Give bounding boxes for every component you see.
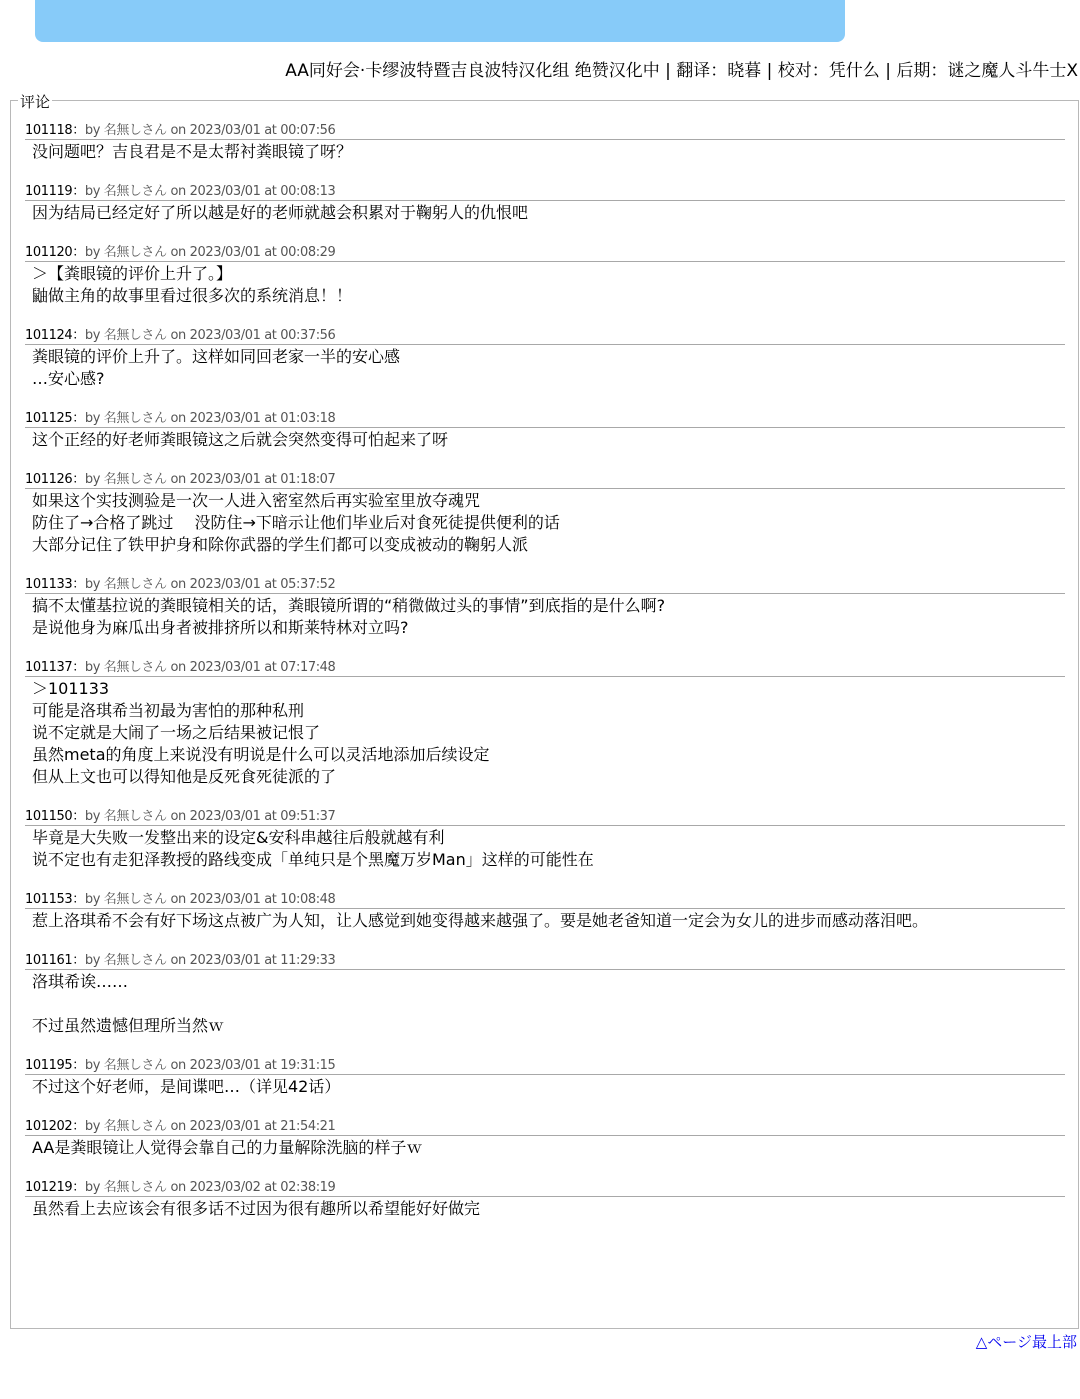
comment-id-separator: ： bbox=[72, 184, 85, 199]
comment-id: 101124 bbox=[25, 328, 73, 343]
comment-byline: by 名無しさん on 2023/03/01 at 05:37:52 bbox=[84, 577, 336, 592]
comment-byline: by 名無しさん on 2023/03/01 at 11:29:33 bbox=[84, 953, 336, 968]
comment-body bbox=[25, 1197, 1065, 1220]
comment-id: 101219 bbox=[25, 1180, 73, 1195]
comment-text-line: 说不定也有走犯泽教授的路线变成「单纯只是个黑魔万岁Man」这样的可能性在 bbox=[32, 850, 594, 869]
comment-byline: by 名無しさん on 2023/03/01 at 00:37:56 bbox=[84, 328, 336, 343]
comment-body bbox=[25, 345, 1065, 390]
comments-legend: 评论 bbox=[20, 93, 51, 111]
comment-text-line: 不过这个好老师，是间谍吧…（详见42话） bbox=[32, 1077, 341, 1096]
comment-text-line: 虽然meta的角度上来说没有明说是什么可以灵活地添加后续设定 bbox=[32, 745, 490, 764]
comment-text-line: 防住了→合格了跳过 没防住→下暗示让他们毕业后对食死徒提供便利的话 bbox=[32, 513, 560, 532]
comment-id-separator: ： bbox=[72, 1180, 85, 1195]
comment-byline: by 名無しさん on 2023/03/01 at 00:08:29 bbox=[84, 245, 336, 260]
comment-id: 101125 bbox=[25, 411, 73, 426]
comment-byline: by 名無しさん on 2023/03/01 at 07:17:48 bbox=[84, 660, 336, 675]
comment-id-separator: ： bbox=[72, 411, 85, 426]
comment-item bbox=[25, 411, 1065, 451]
comment-meta bbox=[25, 660, 1065, 677]
comment-byline: by 名無しさん on 2023/03/01 at 19:31:15 bbox=[84, 1058, 336, 1073]
comment-text-line: …安心感? bbox=[32, 369, 105, 388]
comment-meta bbox=[25, 577, 1065, 594]
comment-item bbox=[25, 123, 1065, 163]
comment-body bbox=[25, 594, 1065, 639]
credits-line: AA同好会·卡缪波特暨吉良波特汉化组 绝赞汉化中 | 翻译：晓暮 | 校对：凭什么 | 后期：谜之魔人斗牛士X bbox=[285, 61, 1078, 81]
comment-item bbox=[25, 892, 1065, 932]
comment-id: 101153 bbox=[25, 892, 73, 907]
comment-id: 101119 bbox=[25, 184, 73, 199]
comments-fieldset bbox=[10, 100, 1079, 1329]
comment-text-line: 洛琪希诶…… bbox=[32, 972, 129, 991]
comment-item bbox=[25, 184, 1065, 224]
comment-text-line bbox=[32, 993, 1065, 1015]
comment-item bbox=[25, 1119, 1065, 1159]
comment-text-line: 说不定就是大闹了一场之后结果被记恨了 bbox=[32, 723, 321, 742]
comment-body bbox=[25, 826, 1065, 871]
comment-meta bbox=[25, 892, 1065, 909]
comment-text-line: 毕竟是大失败一发整出来的设定&安科串越往后般就越有利 bbox=[32, 828, 445, 847]
comment-meta bbox=[25, 411, 1065, 428]
comment-text-line: 搞不太懂基拉说的粪眼镜相关的话，粪眼镜所谓的“稍微做过头的事情”到底指的是什么啊? bbox=[32, 596, 666, 615]
comment-byline: by 名無しさん on 2023/03/02 at 02:38:19 bbox=[84, 1180, 336, 1195]
comment-id-separator: ： bbox=[72, 328, 85, 343]
comment-body bbox=[25, 201, 1065, 224]
comment-id: 101195 bbox=[25, 1058, 73, 1073]
comment-body bbox=[25, 140, 1065, 163]
comment-item bbox=[25, 660, 1065, 788]
comment-text-line: 不过虽然遗憾但理所当然ｗ bbox=[32, 1016, 225, 1035]
comment-body bbox=[25, 428, 1065, 451]
comment-id: 101133 bbox=[25, 577, 73, 592]
comment-item bbox=[25, 577, 1065, 639]
comment-meta bbox=[25, 1058, 1065, 1075]
comment-id-separator: ： bbox=[72, 1119, 85, 1134]
comment-id-separator: ： bbox=[72, 472, 85, 487]
comment-byline: by 名無しさん on 2023/03/01 at 00:08:13 bbox=[84, 184, 336, 199]
comment-meta bbox=[25, 184, 1065, 201]
comment-id-separator: ： bbox=[72, 577, 85, 592]
comment-body bbox=[25, 262, 1065, 307]
comment-item bbox=[25, 953, 1065, 1037]
comment-byline: by 名無しさん on 2023/03/01 at 01:03:18 bbox=[84, 411, 336, 426]
comment-item bbox=[25, 472, 1065, 556]
comment-item bbox=[25, 1058, 1065, 1098]
comment-text-line: 因为结局已经定好了所以越是好的老师就越会积累对于鞠躬人的仇恨吧 bbox=[32, 203, 529, 222]
comment-id: 101118 bbox=[25, 123, 73, 138]
comment-meta bbox=[25, 472, 1065, 489]
comment-byline: by 名無しさん on 2023/03/01 at 00:07:56 bbox=[84, 123, 336, 138]
comment-text-line: 如果这个实技测验是一次一人进入密室然后再实验室里放夺魂咒 bbox=[32, 491, 481, 510]
comment-body bbox=[25, 1075, 1065, 1098]
comment-body bbox=[25, 489, 1065, 556]
comment-id-separator: ： bbox=[72, 953, 85, 968]
comment-body bbox=[25, 677, 1065, 788]
comment-byline: by 名無しさん on 2023/03/01 at 10:08:48 bbox=[84, 892, 336, 907]
comment-meta bbox=[25, 123, 1065, 140]
comment-id: 101120 bbox=[25, 245, 73, 260]
comment-id: 101150 bbox=[25, 809, 73, 824]
comment-id: 101161 bbox=[25, 953, 73, 968]
comment-byline: by 名無しさん on 2023/03/01 at 01:18:07 bbox=[84, 472, 336, 487]
comment-id-separator: ： bbox=[72, 809, 85, 824]
comment-text-line: 惹上洛琪希不会有好下场这点被广为人知，让人感觉到她变得越来越强了。要是她老爸知道一定会为女儿的进步而感动落泪吧。 bbox=[32, 911, 929, 930]
comment-byline: by 名無しさん on 2023/03/01 at 09:51:37 bbox=[84, 809, 336, 824]
comment-item bbox=[25, 809, 1065, 871]
comment-id-separator: ： bbox=[72, 1058, 85, 1073]
comment-meta bbox=[25, 328, 1065, 345]
comment-text-line: 粪眼镜的评价上升了。这样如同回老家一半的安心感 bbox=[32, 347, 401, 366]
comment-body bbox=[25, 970, 1065, 1037]
comment-meta bbox=[25, 245, 1065, 262]
comment-id-separator: ： bbox=[72, 245, 85, 260]
comment-id: 101126 bbox=[25, 472, 73, 487]
comment-meta bbox=[25, 809, 1065, 826]
comment-id: 101137 bbox=[25, 660, 73, 675]
comment-text-line: 是说他身为麻瓜出身者被排挤所以和斯莱特林对立吗? bbox=[32, 618, 409, 637]
comment-id: 101202 bbox=[25, 1119, 73, 1134]
comment-text-line: 没问题吧？吉良君是不是太帮衬粪眼镜了呀？ bbox=[32, 142, 353, 161]
header-banner bbox=[35, 0, 845, 42]
comment-text-line: 虽然看上去应该会有很多话不过因为很有趣所以希望能好好做完 bbox=[32, 1199, 481, 1218]
comment-item bbox=[25, 1180, 1065, 1220]
comments-list bbox=[25, 123, 1065, 1241]
comment-id-separator: ： bbox=[72, 660, 85, 675]
comment-text-line: 鼬做主角的故事里看过很多次的系统消息！！ bbox=[32, 286, 353, 305]
comment-item bbox=[25, 245, 1065, 307]
comment-text-line: ＞101133 bbox=[32, 679, 110, 698]
comment-body bbox=[25, 1136, 1065, 1159]
comment-text-line: 可能是洛琪希当初最为害怕的那种私刑 bbox=[32, 701, 305, 720]
comment-id-separator: ： bbox=[72, 123, 85, 138]
comment-meta bbox=[25, 1119, 1065, 1136]
comment-id-separator: ： bbox=[72, 892, 85, 907]
comment-text-line: 大部分记住了铁甲护身和除你武器的学生们都可以变成被动的鞠躬人派 bbox=[32, 535, 529, 554]
comment-text-line: 这个正经的好老师粪眼镜这之后就会突然变得可怕起来了呀 bbox=[32, 430, 449, 449]
comment-meta bbox=[25, 1180, 1065, 1197]
comment-byline: by 名無しさん on 2023/03/01 at 21:54:21 bbox=[84, 1119, 336, 1134]
comment-item bbox=[25, 328, 1065, 390]
comment-text-line: 但从上文也可以得知他是反死食死徒派的了 bbox=[32, 767, 337, 786]
comment-text-line: ＞【粪眼镜的评价上升了。】 bbox=[32, 264, 233, 283]
comment-body bbox=[25, 909, 1065, 932]
comment-meta bbox=[25, 953, 1065, 970]
back-to-top-link[interactable]: △ページ最上部 bbox=[975, 1333, 1077, 1351]
comment-text-line: AA是粪眼镜让人觉得会靠自己的力量解除洗脑的样子ｗ bbox=[32, 1138, 423, 1157]
